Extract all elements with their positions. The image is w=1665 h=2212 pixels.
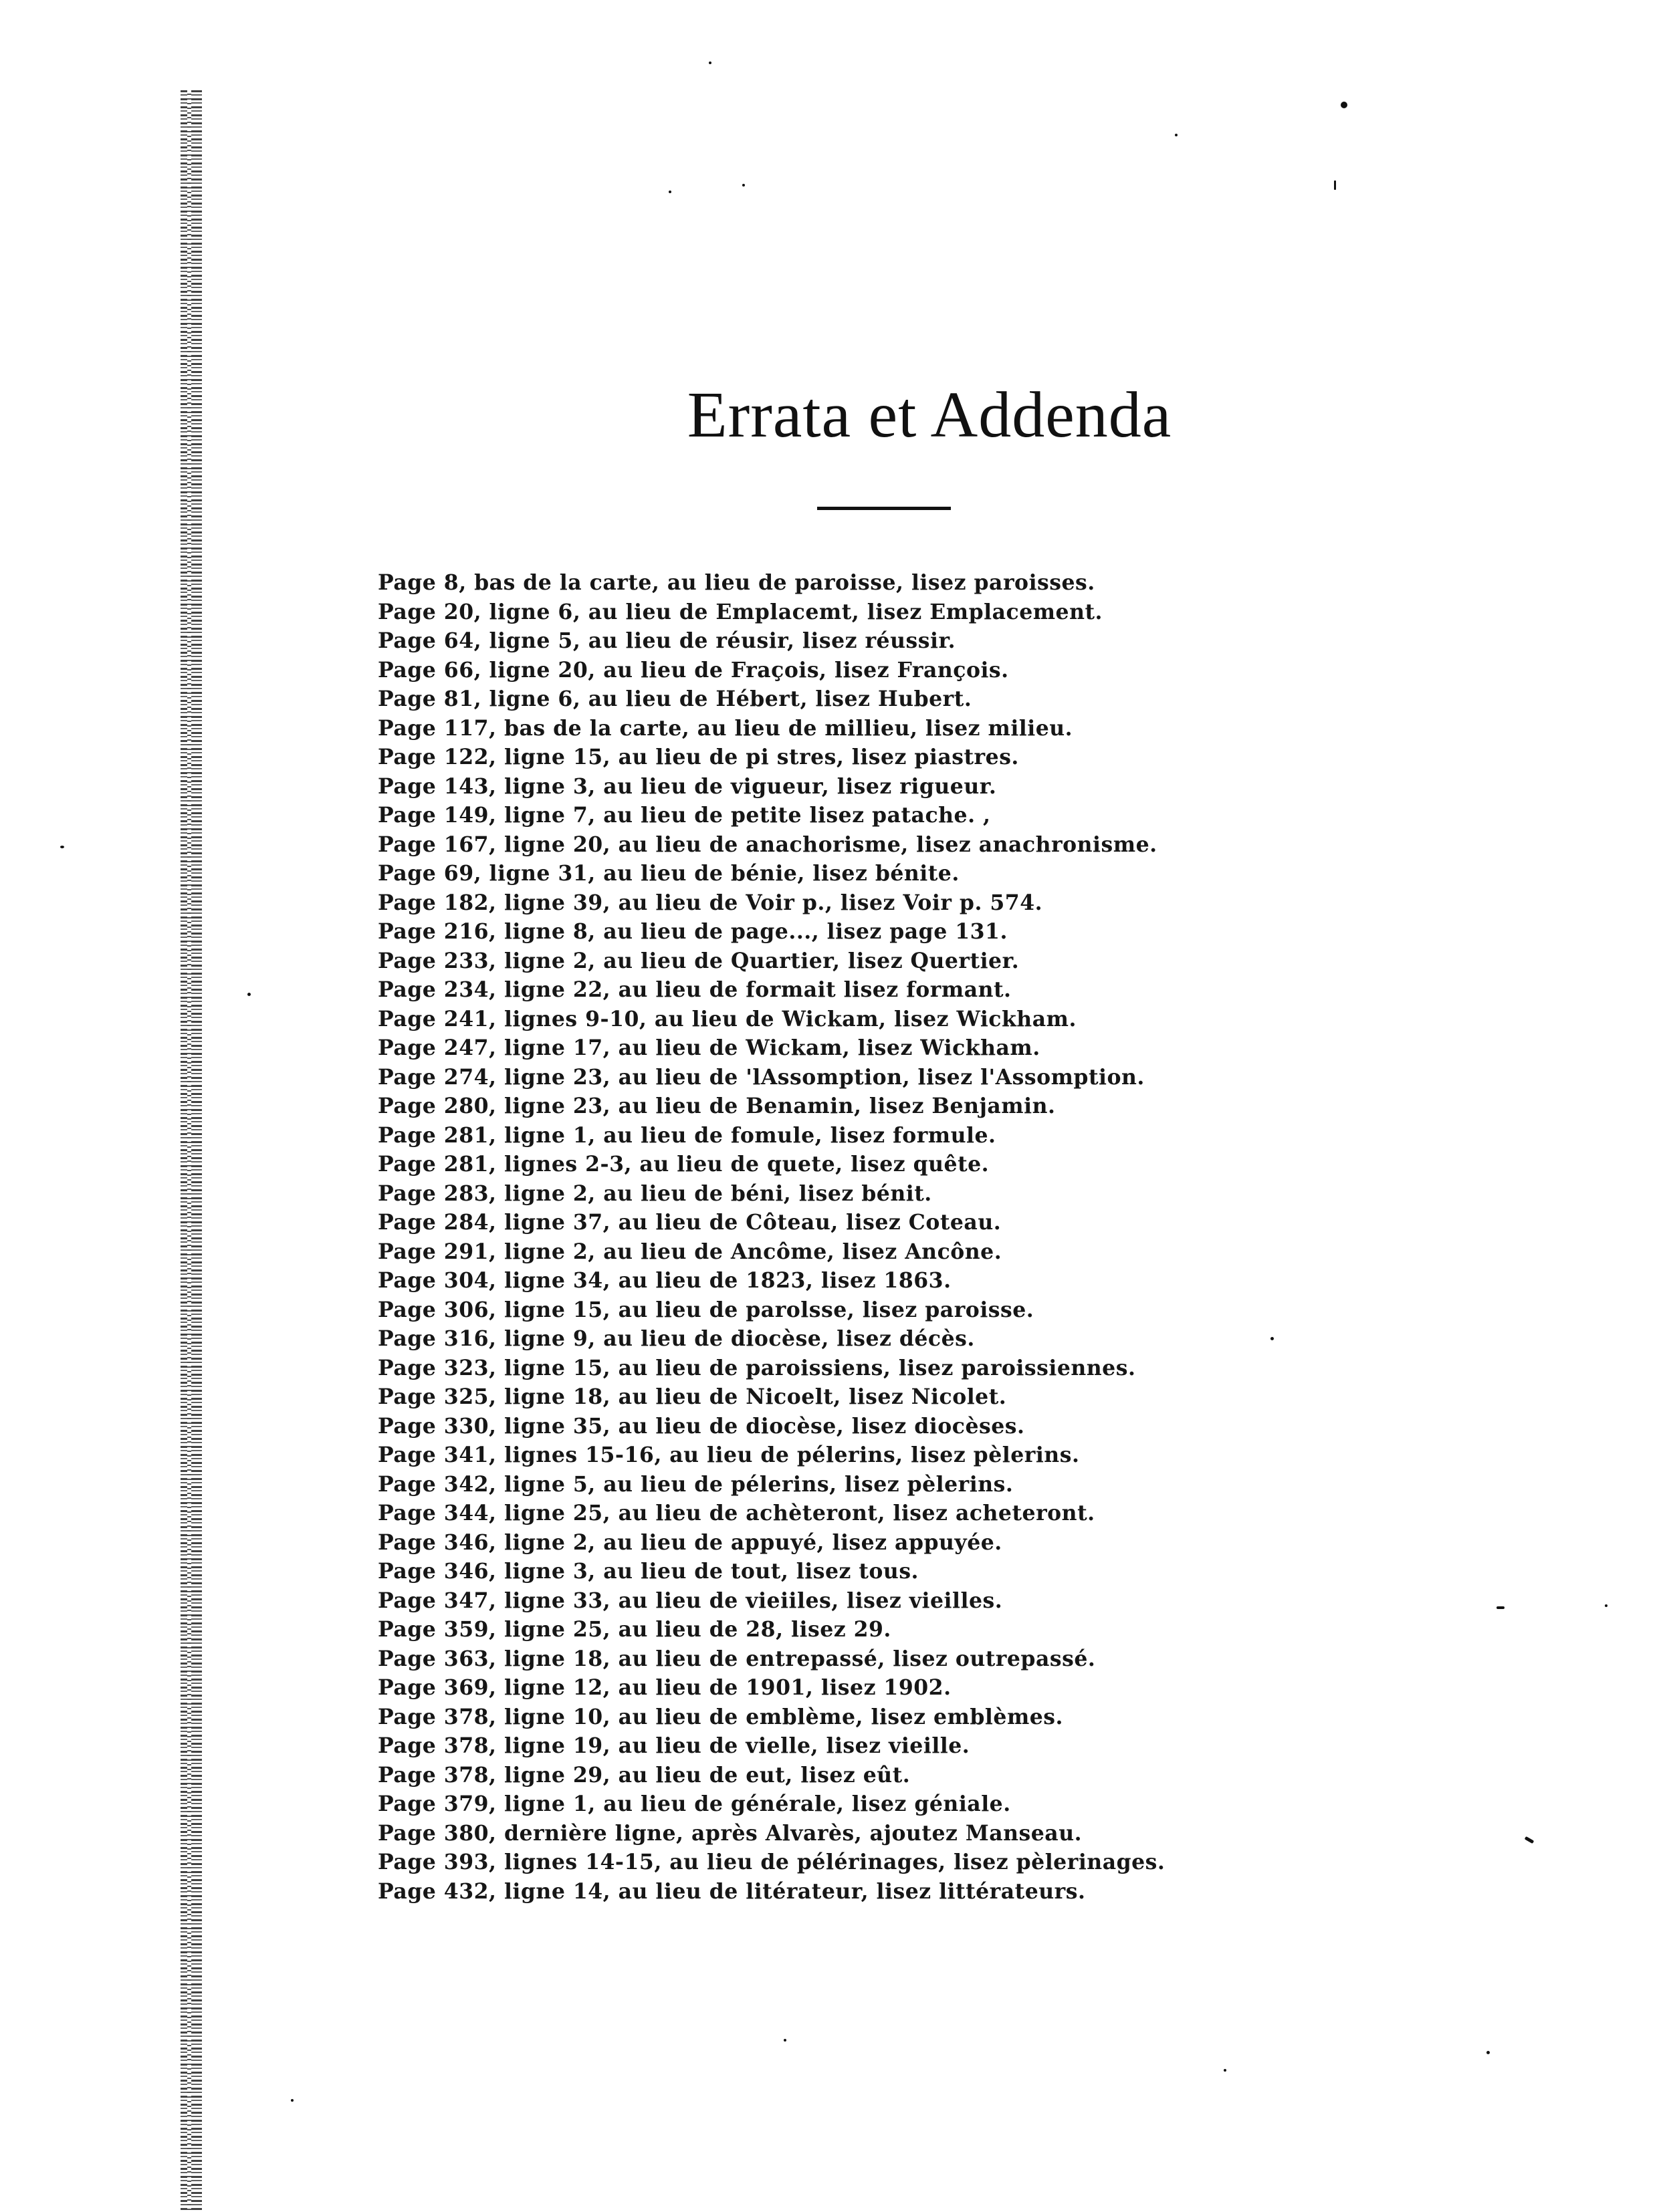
errata-entry: Page 378, ligne 10, au lieu de emblème, lisez emblèmes. <box>378 1704 1064 1729</box>
errata-entry: Page 369, ligne 12, au lieu de 1901, lisez 1902. <box>378 1675 952 1700</box>
scan-speck <box>709 62 711 64</box>
errata-entry: Page 330, ligne 35, au lieu de diocèse, lisez diocèses. <box>378 1413 1025 1439</box>
errata-entry: Page 380, dernière ligne, après Alvarès, ajoutez Manseau. <box>378 1820 1083 1846</box>
errata-entry: Page 143, ligne 3, au lieu de vigueur, lisez rigueur. <box>378 773 997 799</box>
errata-entry: Page 117, bas de la carte, au lieu de millieu, lisez milieu. <box>378 715 1073 741</box>
errata-entry: Page 216, ligne 8, au lieu de page..., lisez page 131. <box>378 919 1008 944</box>
errata-entry: Page 344, ligne 25, au lieu de achèteront, lisez acheteront. <box>378 1501 1095 1525</box>
title-rule <box>817 507 951 510</box>
scan-speck <box>1341 102 1347 108</box>
errata-entry: Page 234, ligne 22, au lieu de formait lisez formant. <box>378 977 1012 1002</box>
errata-entry: Page 342, ligne 5, au lieu de pélerins, lisez pèlerins. <box>378 1471 1014 1497</box>
scan-speck <box>1334 180 1336 190</box>
errata-entry: Page 291, ligne 2, au lieu de Ancôme, lisez Ancône. <box>378 1239 1002 1264</box>
scan-speck <box>1270 1337 1274 1340</box>
errata-entry: Page 66, ligne 20, au lieu de Fraçois, lisez François. <box>378 657 1009 683</box>
errata-entry: Page 233, ligne 2, au lieu de Quartier, lisez Quertier. <box>378 948 1020 973</box>
scan-speck <box>784 2039 786 2042</box>
errata-entry: Page 247, ligne 17, au lieu de Wickam, lisez Wickham. <box>378 1035 1040 1060</box>
errata-entry: Page 167, ligne 20, au lieu de anachorisme, lisez anachronisme. <box>378 832 1157 857</box>
scan-speck <box>247 993 251 996</box>
errata-entry: Page 8, bas de la carte, au lieu de paroisse, lisez paroisses. <box>378 570 1095 595</box>
errata-entry: Page 325, ligne 18, au lieu de Nicoelt, lisez Nicolet. <box>378 1384 1007 1409</box>
errata-entry: Page 81, ligne 6, au lieu de Hébert, lisez Hubert. <box>378 687 972 711</box>
errata-entry: Page 281, ligne 1, au lieu de fomule, lisez formule. <box>378 1122 996 1148</box>
errata-entry: Page 316, ligne 9, au lieu de diocèse, lisez décès. <box>378 1326 975 1351</box>
scan-speck <box>742 184 745 187</box>
errata-entry: Page 378, ligne 19, au lieu de vielle, lisez vieille. <box>378 1733 970 1758</box>
errata-entry: Page 69, ligne 31, au lieu de bénie, lisez bénite. <box>378 861 960 886</box>
errata-entry: Page 284, ligne 37, au lieu de Côteau, lisez Coteau. <box>378 1210 1002 1235</box>
errata-entry: Page 347, ligne 33, au lieu de vieiiles, lisez vieilles. <box>378 1588 1003 1613</box>
scan-speck <box>669 191 671 193</box>
errata-list <box>378 568 1165 1906</box>
errata-entry: Page 346, ligne 3, au lieu de tout, lisez tous. <box>378 1559 919 1584</box>
scan-speck <box>1605 1604 1607 1607</box>
errata-entry: Page 323, ligne 15, au lieu de paroissiens, lisez paroissiennes. <box>378 1355 1136 1380</box>
errata-entry: Page 182, ligne 39, au lieu de Voir p., lisez Voir p. 574. <box>378 890 1043 915</box>
errata-entry: Page 280, ligne 23, au lieu de Benamin, lisez Benjamin. <box>378 1094 1056 1118</box>
errata-entry: Page 393, lignes 14-15, au lieu de pélérinages, lisez pèlerinages. <box>378 1850 1166 1874</box>
scan-speck <box>1486 2051 1490 2054</box>
errata-entry: Page 149, ligne 7, au lieu de petite lisez patache. , <box>378 803 991 828</box>
scan-speck <box>1496 1606 1505 1609</box>
errata-entry: Page 341, lignes 15-16, au lieu de pélerins, lisez pèlerins. <box>378 1443 1080 1467</box>
errata-entry: Page 283, ligne 2, au lieu de béni, lisez bénit. <box>378 1181 932 1206</box>
errata-entry: Page 20, ligne 6, au lieu de Emplacemt, lisez Emplacement. <box>378 599 1103 624</box>
scan-speck <box>1224 2069 1226 2072</box>
errata-entry: Page 359, ligne 25, au lieu de 28, lisez 29. <box>378 1617 891 1642</box>
page-title: Errata et Addenda <box>687 379 1172 451</box>
errata-entry: Page 64, ligne 5, au lieu de réusir, lisez réussir. <box>378 628 956 653</box>
scan-speck <box>1175 134 1178 136</box>
errata-entry: Page 274, ligne 23, au lieu de 'lAssomption, lisez l'Assomption. <box>378 1064 1145 1090</box>
errata-entry: Page 363, ligne 18, au lieu de entrepassé, lisez outrepassé. <box>378 1646 1096 1671</box>
errata-entry: Page 306, ligne 15, au lieu de parolsse, lisez paroisse. <box>378 1297 1034 1322</box>
errata-entry: Page 241, lignes 9-10, au lieu de Wickam, lisez Wickham. <box>378 1006 1077 1031</box>
errata-entry: Page 378, ligne 29, au lieu de eut, lisez eût. <box>378 1762 911 1788</box>
errata-entry: Page 281, lignes 2-3, au lieu de quete, lisez quête. <box>378 1152 990 1177</box>
scan-speck <box>291 2099 294 2102</box>
scan-speck <box>60 846 64 848</box>
errata-entry: Page 122, ligne 15, au lieu de pi stres, lisez piastres. <box>378 745 1019 769</box>
errata-entry: Page 304, ligne 34, au lieu de 1823, lisez 1863. <box>378 1268 952 1293</box>
scan-speck <box>1525 1836 1535 1844</box>
errata-entry: Page 346, ligne 2, au lieu de appuyé, lisez appuyée. <box>378 1529 1002 1555</box>
errata-entry: Page 379, ligne 1, au lieu de générale, lisez géniale. <box>378 1792 1011 1816</box>
errata-entry: Page 432, ligne 14, au lieu de litérateur, lisez littérateurs. <box>378 1878 1086 1904</box>
